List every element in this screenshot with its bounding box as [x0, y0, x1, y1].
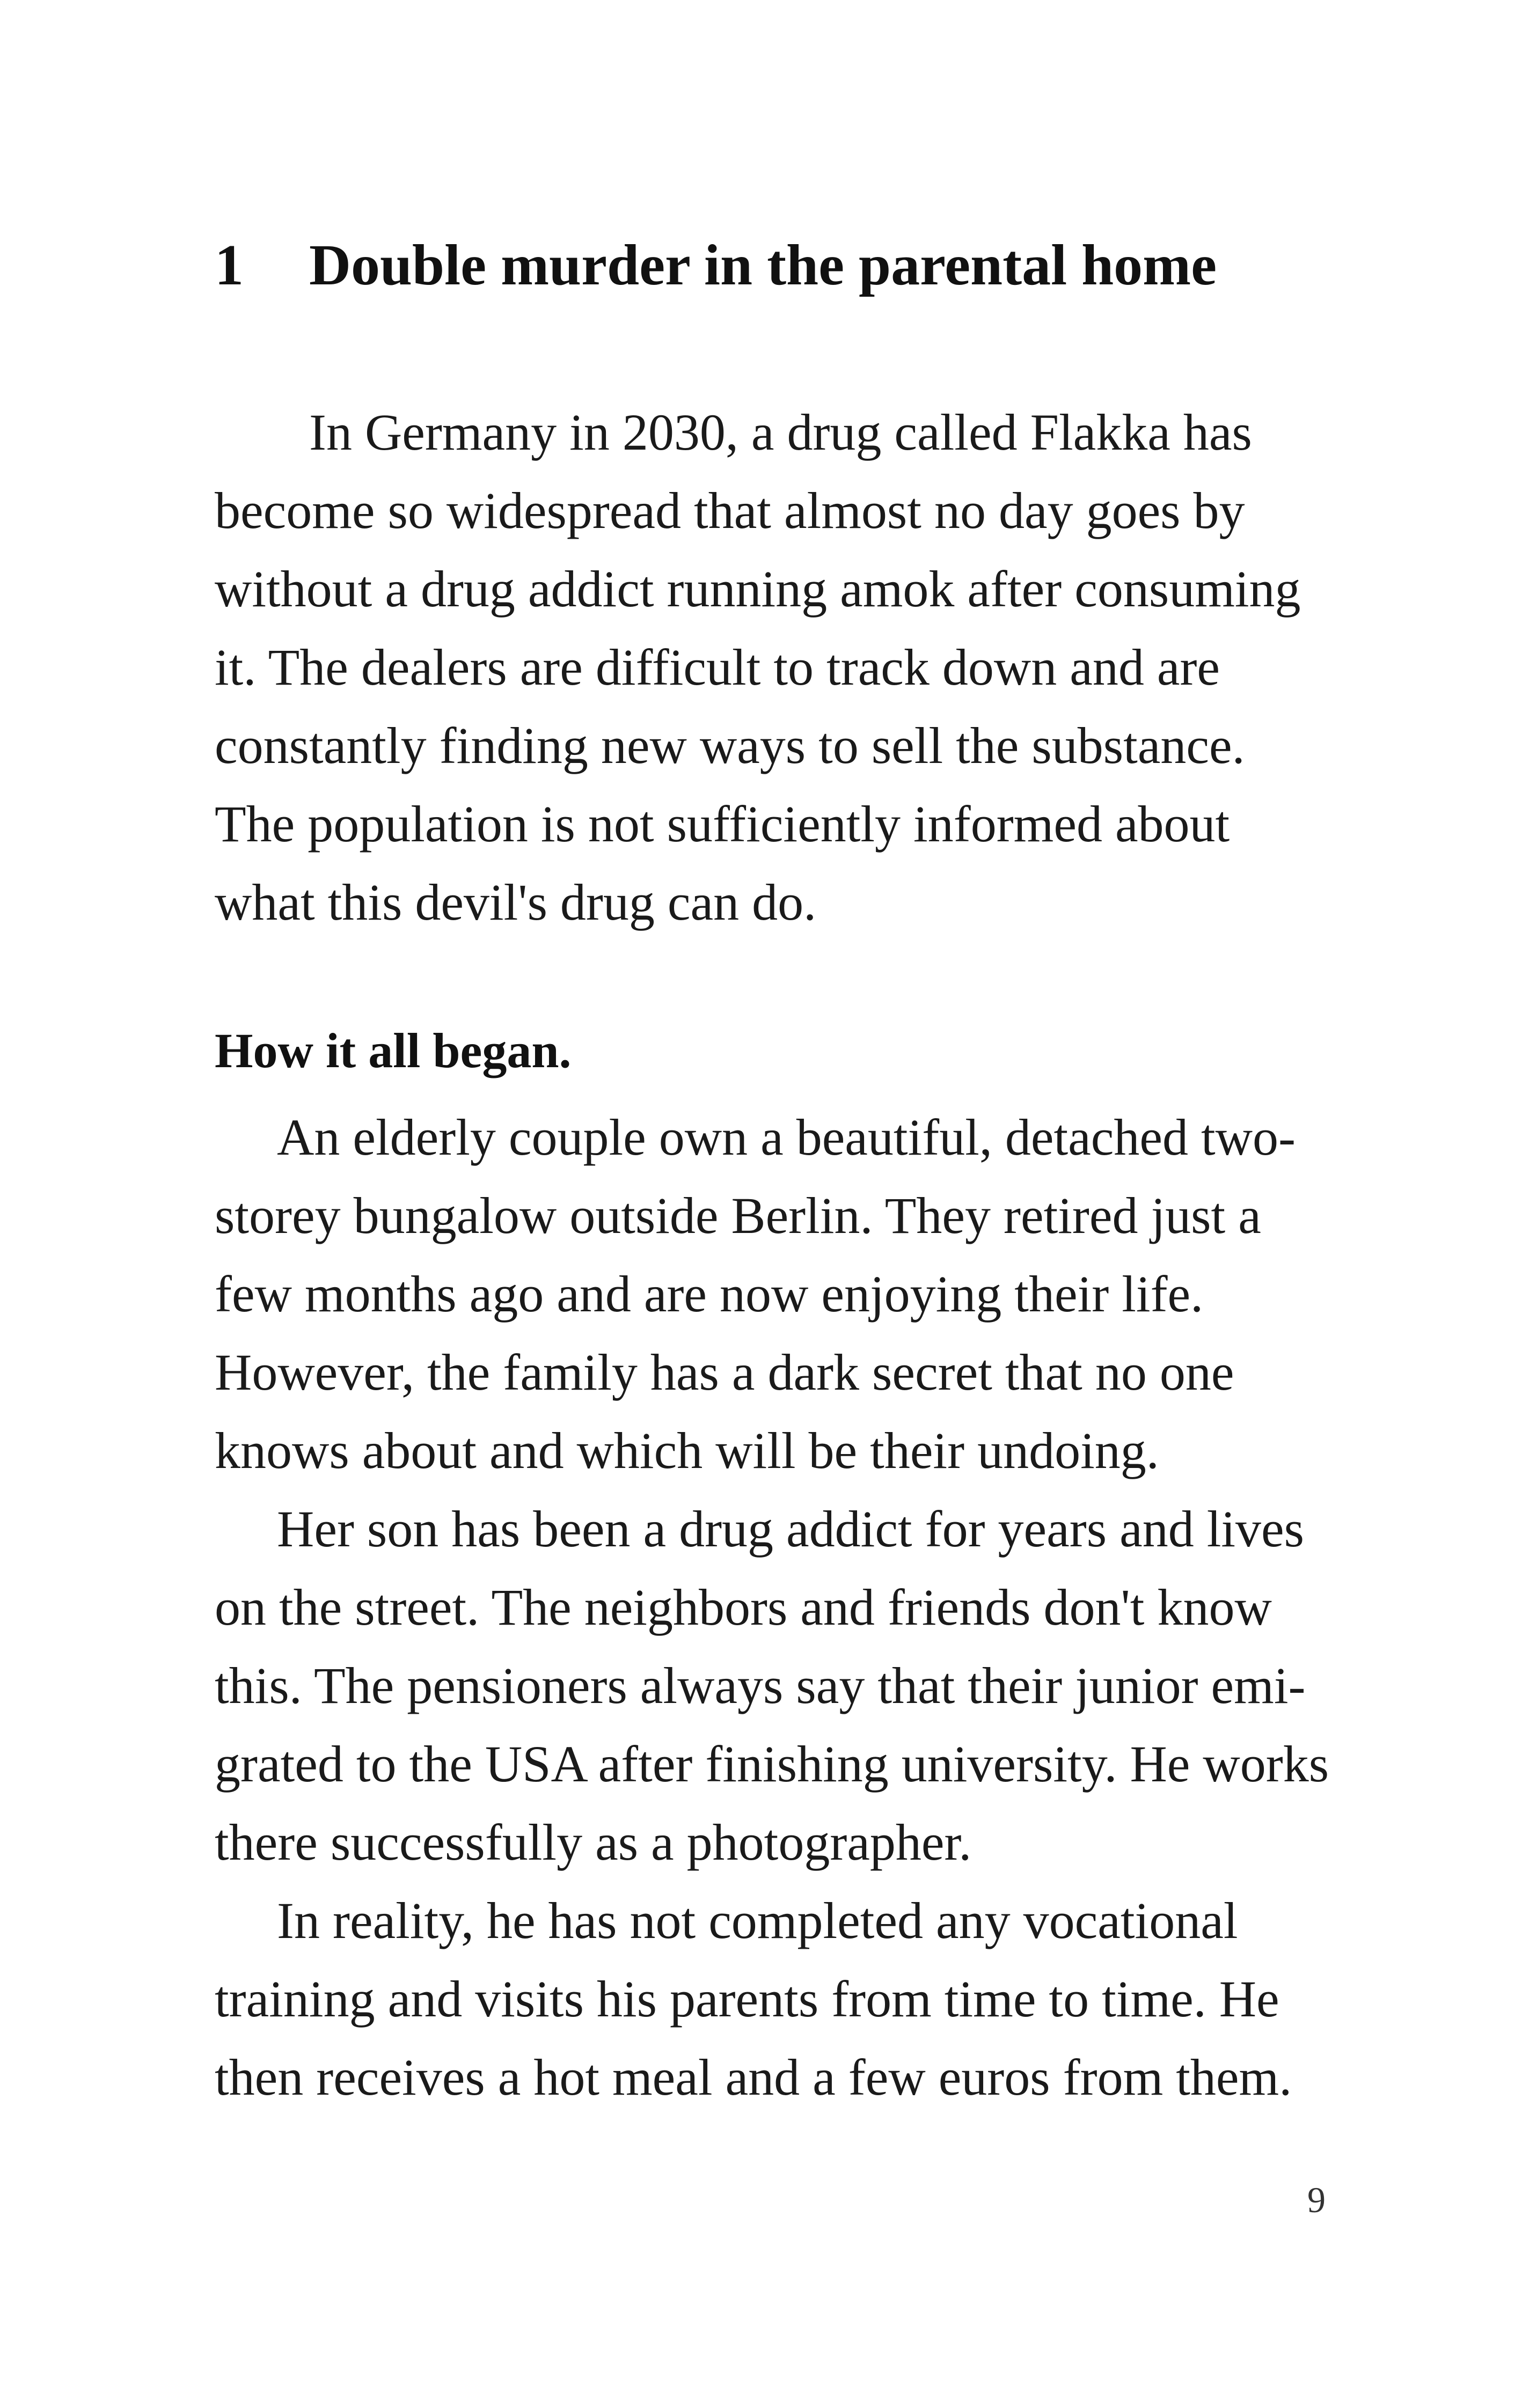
section-paragraph-3 [215, 1882, 1320, 2117]
chapter-heading [215, 217, 1326, 314]
text-line: In reality, he has not completed any vocational [277, 1892, 1238, 1949]
text-line: this. The pensioners always say that their junior emi- [215, 1657, 1306, 1714]
text-line: there successfully as a photographer. [215, 1814, 972, 1871]
book-page [215, 0, 1329, 2408]
text-line: without a drug addict running amok after consuming [215, 560, 1301, 618]
text-line: it. The dealers are difficult to track down and are [215, 638, 1220, 696]
text-line: few months ago and are now enjoying their life. [215, 1265, 1204, 1323]
text-line: knows about and which will be their undoing. [215, 1422, 1159, 1479]
text-line: grated to the USA after finishing university. He works [215, 1735, 1329, 1793]
text-line: become so widespread that almost no day goes by [215, 482, 1245, 539]
text-line: training and visits his parents from time to time. He [215, 1970, 1279, 2028]
intro-paragraph [215, 393, 1320, 942]
text-line: storey bungalow outside Berlin. They retired just a [215, 1187, 1261, 1244]
text-line: However, the family has a dark secret that no one [215, 1344, 1234, 1401]
section-paragraph-2 [215, 1490, 1329, 1882]
text-line: constantly finding new ways to sell the substance. [215, 717, 1245, 774]
page-number: 9 [1307, 2179, 1326, 2220]
text-line: The population is not sufficiently informed about [215, 795, 1230, 853]
text-line: what this devil's drug can do. [215, 873, 817, 931]
text-line: Her son has been a drug addict for years and lives [277, 1500, 1304, 1558]
text-line: on the street. The neighbors and friends don't know [215, 1579, 1272, 1636]
section-heading: How it all began. [215, 1023, 572, 1078]
chapter-number: 1 [215, 233, 244, 297]
chapter-title: Double murder in the parental home [309, 233, 1217, 297]
section-paragraph-1 [215, 1098, 1320, 1490]
text-line: then receives a hot meal and a few euros from them. [215, 2049, 1292, 2106]
text-line: In Germany in 2030, a drug called Flakka has [309, 403, 1252, 461]
text-line: An elderly couple own a beautiful, detached two- [277, 1108, 1296, 1166]
